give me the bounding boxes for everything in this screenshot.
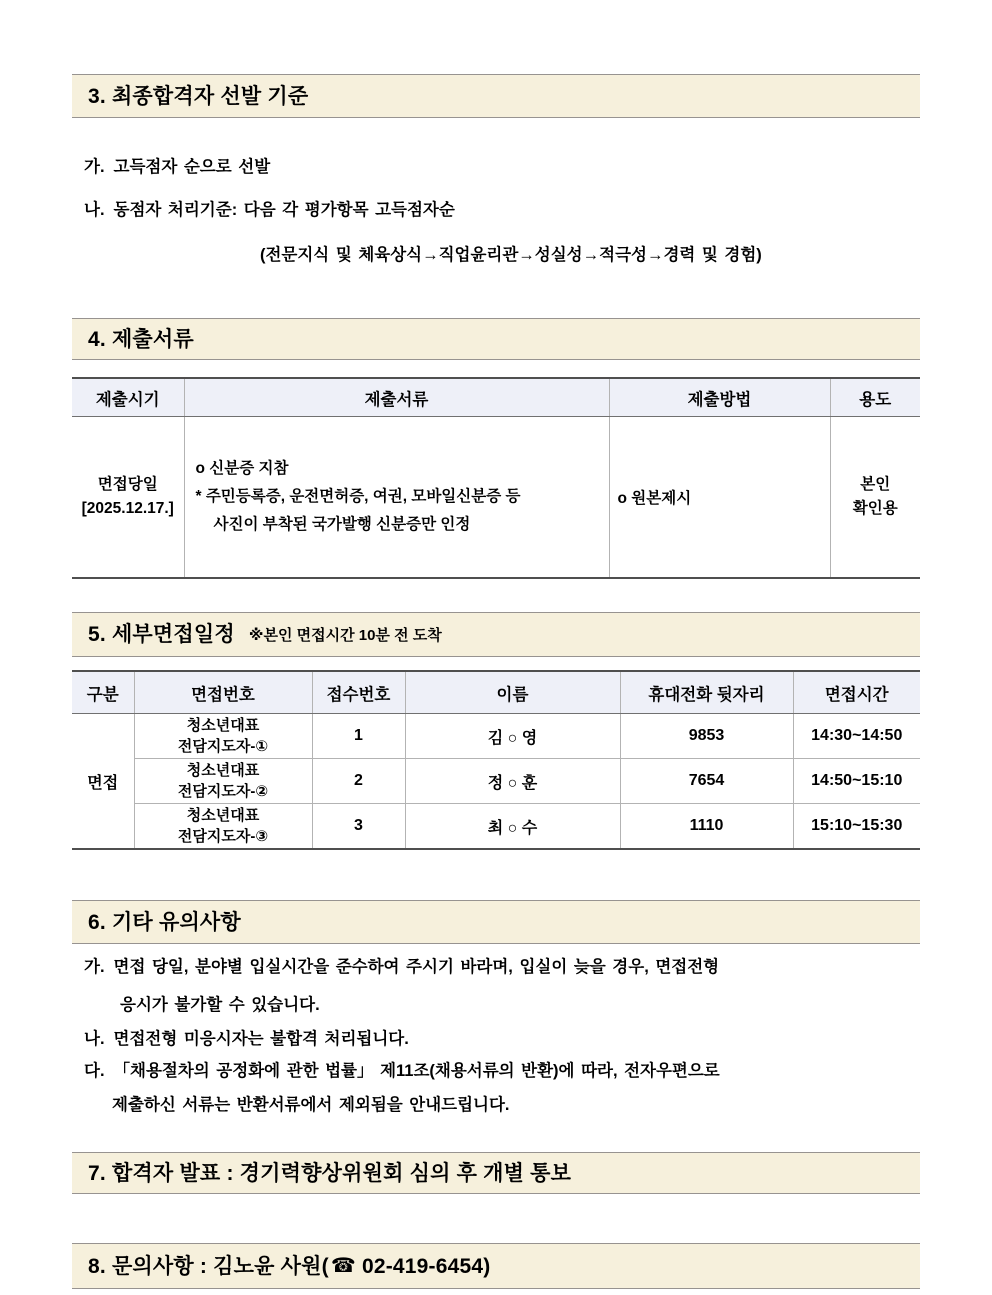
list-item-label: 가. <box>84 958 105 976</box>
section-7-header-band <box>72 1152 920 1194</box>
use-line2: 확인용 <box>852 500 898 517</box>
role-line1: 청소년대표 <box>186 762 260 779</box>
docs-line3: 사진이 부착된 국가발행 신분증만 인정 <box>213 516 471 533</box>
section-4-header-band <box>72 318 920 360</box>
section-8-header-band <box>72 1243 920 1289</box>
col-header-method: 제출방법 <box>609 378 830 417</box>
list-item-label: 다. <box>84 1062 105 1080</box>
section-3-title: 3. 최종합격자 선발 기준 <box>88 84 309 108</box>
cell-use <box>830 417 920 579</box>
section-5-header-band <box>72 612 920 657</box>
cell-time: 14:50~15:10 <box>793 759 920 804</box>
table-header-row <box>72 378 920 417</box>
section-8-phone-number: 02-419-6454) <box>361 1254 491 1278</box>
telephone-icon: ☎ <box>330 1255 356 1277</box>
role-line2: 전담지도자-② <box>177 783 269 800</box>
section-3-body <box>84 156 924 266</box>
table-row <box>72 417 920 579</box>
interview-schedule-table <box>72 670 920 850</box>
cell-name: 정 ○ 훈 <box>405 759 620 804</box>
list-item-text: 동점자 처리기준: 다음 각 평가항목 고득점자순 <box>113 201 455 219</box>
use-line1: 본인 <box>860 476 891 493</box>
role-line2: 전담지도자-① <box>177 738 269 755</box>
section-6-title: 6. 기타 유의사항 <box>88 910 241 934</box>
list-item-da-continued: 제출하신 서류는 반환서류에서 제외됨을 안내드립니다. <box>112 1096 510 1114</box>
cell-name: 최 ○ 수 <box>405 804 620 850</box>
table-row <box>72 714 920 759</box>
section-8-title-prefix: 8. 문의사항 : 김노윤 사원( <box>88 1254 329 1278</box>
col-header-when: 제출시기 <box>72 378 184 417</box>
list-item-ga-continued: 응시가 불가할 수 있습니다. <box>120 996 320 1014</box>
list-item-text: 고득점자 순으로 선발 <box>113 158 271 176</box>
cell-name: 김 ○ 영 <box>405 714 620 759</box>
list-item-na <box>84 1028 924 1050</box>
section-4-title: 4. 제출서류 <box>88 327 194 351</box>
cell-interview-no <box>134 759 312 804</box>
list-item-label: 나. <box>84 201 105 219</box>
role-line1: 청소년대표 <box>186 717 260 734</box>
list-item-text: 면접전형 미응시자는 불합격 처리됩니다. <box>113 1030 409 1048</box>
col-header-group: 구분 <box>72 671 134 714</box>
list-item-label: 나. <box>84 1030 105 1048</box>
col-header-use: 용도 <box>830 378 920 417</box>
section-6-header-band <box>72 900 920 944</box>
col-header-phone: 휴대전화 뒷자리 <box>620 671 793 714</box>
list-item-text: 「채용절차의 공정화에 관한 법률」 제11조(채용서류의 반환)에 따라, 전자우편으로 <box>113 1062 720 1080</box>
table-header-row <box>72 671 920 714</box>
col-header-receipt-no: 접수번호 <box>312 671 405 714</box>
cell-method: o 원본제시 <box>609 417 830 579</box>
when-line2: [2025.12.17.] <box>81 500 174 517</box>
submission-documents-table <box>72 377 920 579</box>
list-item-da <box>84 1060 924 1082</box>
cell-interview-no <box>134 714 312 759</box>
cell-phone: 1110 <box>620 804 793 850</box>
cell-docs <box>184 417 609 579</box>
list-item-ga <box>84 156 924 178</box>
cell-receipt-no: 1 <box>312 714 405 759</box>
list-item-label: 가. <box>84 158 105 176</box>
section-6-body <box>84 956 924 1116</box>
col-header-name: 이름 <box>405 671 620 714</box>
cell-receipt-no: 2 <box>312 759 405 804</box>
section-5-subtitle: ※본인 면접시간 10분 전 도착 <box>248 627 442 644</box>
list-item-na <box>84 199 924 221</box>
cell-time: 15:10~15:30 <box>793 804 920 850</box>
cell-interview-no <box>134 804 312 850</box>
docs-line2: * 주민등록증, 운전면허증, 여권, 모바일신분증 등 <box>195 488 521 505</box>
col-header-time: 면접시간 <box>793 671 920 714</box>
table-row <box>72 804 920 850</box>
role-line2: 전담지도자-③ <box>177 828 269 845</box>
cell-group: 면접 <box>87 774 119 792</box>
list-item-text: 면접 당일, 분야별 입실시간을 준수하여 주시기 바라며, 입실이 늦을 경우, 면접전형 <box>113 958 720 976</box>
docs-line1: o 신분증 지참 <box>195 460 289 477</box>
list-item-ga <box>84 956 924 978</box>
cell-time: 14:30~14:50 <box>793 714 920 759</box>
cell-phone: 9853 <box>620 714 793 759</box>
col-header-interview-no: 면접번호 <box>134 671 312 714</box>
section-7-title: 7. 합격자 발표 : 경기력향상위원회 심의 후 개별 통보 <box>88 1161 572 1185</box>
cell-phone: 7654 <box>620 759 793 804</box>
section-5-title: 5. 세부면접일정 <box>88 623 235 646</box>
table-row <box>72 759 920 804</box>
col-header-docs: 제출서류 <box>184 378 609 417</box>
when-line1: 면접당일 <box>97 476 158 493</box>
section-3-header-band <box>72 74 920 118</box>
cell-when <box>72 417 184 579</box>
role-line1: 청소년대표 <box>186 807 260 824</box>
tiebreak-order-note: (전문지식 및 체육상식→직업윤리관→성실성→적극성→경력 및 경험) <box>260 246 762 264</box>
cell-receipt-no: 3 <box>312 804 405 850</box>
